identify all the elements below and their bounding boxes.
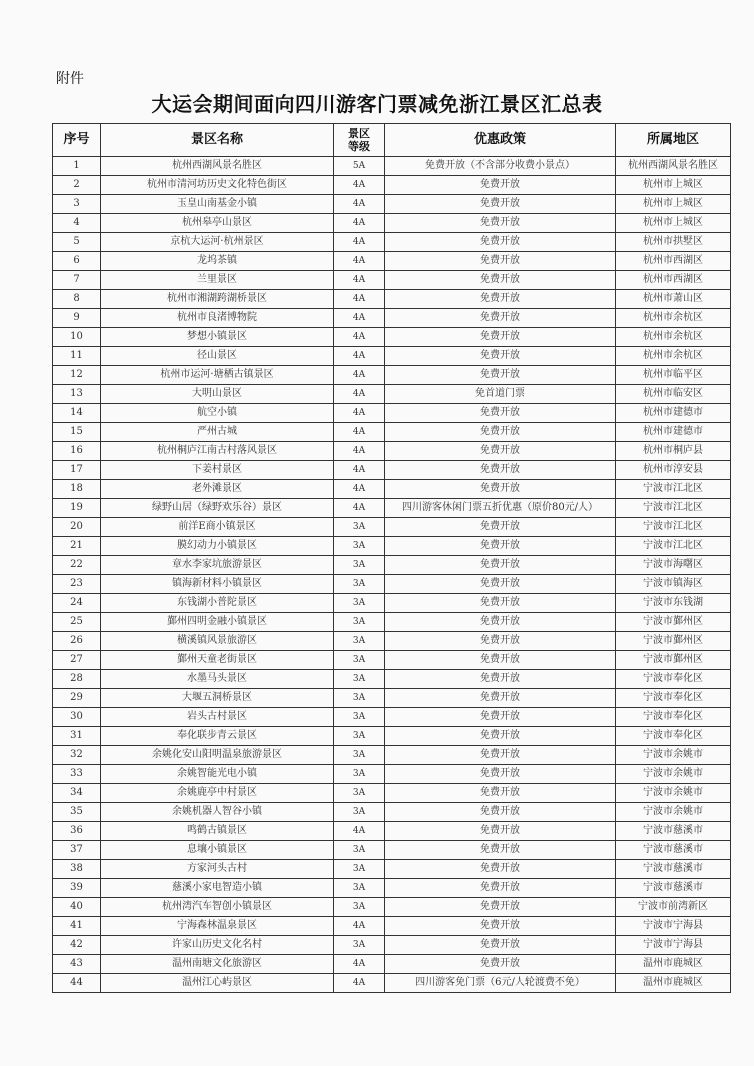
cell-level: 4A [334, 423, 385, 442]
cell-index: 8 [53, 290, 101, 309]
cell-index: 15 [53, 423, 101, 442]
table-row [53, 632, 731, 651]
cell-scenic-name: 慈溪小家电智造小镇 [101, 879, 334, 898]
header-level-line2: 等级 [348, 140, 370, 153]
cell-scenic-name: 径山景区 [101, 347, 334, 366]
table-row [53, 176, 731, 195]
cell-index: 30 [53, 708, 101, 727]
cell-level: 3A [334, 632, 385, 651]
table-row [53, 385, 731, 404]
cell-index: 28 [53, 670, 101, 689]
table-row [53, 651, 731, 670]
cell-policy: 免费开放 [385, 746, 616, 765]
cell-scenic-name: 奉化联步青云景区 [101, 727, 334, 746]
cell-region: 宁波市余姚市 [616, 765, 731, 784]
cell-policy: 免费开放 [385, 176, 616, 195]
cell-policy: 免费开放（不含部分收费小景点） [385, 157, 616, 176]
cell-level: 4A [334, 252, 385, 271]
table-row [53, 328, 731, 347]
cell-scenic-name: 余姚机器人智谷小镇 [101, 803, 334, 822]
cell-level: 3A [334, 898, 385, 917]
cell-policy: 免费开放 [385, 784, 616, 803]
table-row [53, 214, 731, 233]
cell-scenic-name: 鄞州四明金融小镇景区 [101, 613, 334, 632]
cell-index: 2 [53, 176, 101, 195]
cell-region: 杭州市临平区 [616, 366, 731, 385]
cell-level: 4A [334, 195, 385, 214]
header-policy: 优惠政策 [385, 124, 616, 157]
cell-index: 38 [53, 860, 101, 879]
cell-level: 3A [334, 670, 385, 689]
cell-scenic-name: 鄞州天童老街景区 [101, 651, 334, 670]
cell-index: 4 [53, 214, 101, 233]
cell-scenic-name: 镇海新材料小镇景区 [101, 575, 334, 594]
cell-index: 9 [53, 309, 101, 328]
cell-index: 42 [53, 936, 101, 955]
cell-scenic-name: 杭州市运河·塘栖古镇景区 [101, 366, 334, 385]
cell-level: 4A [334, 328, 385, 347]
cell-scenic-name: 梦想小镇景区 [101, 328, 334, 347]
cell-region: 宁波市慈溪市 [616, 879, 731, 898]
cell-level: 3A [334, 765, 385, 784]
cell-index: 43 [53, 955, 101, 974]
cell-level: 3A [334, 689, 385, 708]
cell-index: 35 [53, 803, 101, 822]
cell-region: 杭州市建德市 [616, 404, 731, 423]
table-row [53, 860, 731, 879]
cell-scenic-name: 水墨马头景区 [101, 670, 334, 689]
cell-index: 44 [53, 974, 101, 993]
cell-region: 宁波市慈溪市 [616, 822, 731, 841]
cell-region: 杭州市桐庐县 [616, 442, 731, 461]
table-row [53, 898, 731, 917]
cell-policy: 免费开放 [385, 632, 616, 651]
cell-region: 宁波市江北区 [616, 499, 731, 518]
table-row [53, 499, 731, 518]
cell-scenic-name: 杭州西湖风景名胜区 [101, 157, 334, 176]
cell-scenic-name: 余姚智能光电小镇 [101, 765, 334, 784]
table-row [53, 670, 731, 689]
cell-scenic-name: 航空小镇 [101, 404, 334, 423]
cell-region: 杭州市余杭区 [616, 309, 731, 328]
cell-level: 3A [334, 651, 385, 670]
cell-policy: 免费开放 [385, 651, 616, 670]
cell-index: 40 [53, 898, 101, 917]
cell-policy: 免费开放 [385, 575, 616, 594]
cell-region: 杭州市上城区 [616, 195, 731, 214]
cell-region: 宁波市余姚市 [616, 803, 731, 822]
cell-index: 17 [53, 461, 101, 480]
document-title: 大运会期间面向四川游客门票减免浙江景区汇总表 [151, 92, 603, 116]
table-row [53, 879, 731, 898]
cell-region: 杭州市西湖区 [616, 252, 731, 271]
cell-index: 26 [53, 632, 101, 651]
cell-index: 1 [53, 157, 101, 176]
cell-policy: 免费开放 [385, 423, 616, 442]
cell-index: 11 [53, 347, 101, 366]
cell-level: 4A [334, 214, 385, 233]
cell-index: 31 [53, 727, 101, 746]
table-row [53, 841, 731, 860]
cell-index: 22 [53, 556, 101, 575]
cell-scenic-name: 宁海森林温泉景区 [101, 917, 334, 936]
scenic-area-summary-table [52, 123, 731, 993]
cell-scenic-name: 横溪镇风景旅游区 [101, 632, 334, 651]
cell-policy: 免费开放 [385, 841, 616, 860]
cell-scenic-name: 东钱湖小普陀景区 [101, 594, 334, 613]
cell-level: 4A [334, 290, 385, 309]
cell-policy: 免费开放 [385, 233, 616, 252]
cell-policy: 免费开放 [385, 822, 616, 841]
table-row [53, 309, 731, 328]
cell-region: 杭州市淳安县 [616, 461, 731, 480]
table-row [53, 575, 731, 594]
cell-region: 宁波市鄞州区 [616, 651, 731, 670]
cell-level: 3A [334, 746, 385, 765]
cell-index: 18 [53, 480, 101, 499]
table-row [53, 803, 731, 822]
cell-index: 27 [53, 651, 101, 670]
cell-region: 宁波市余姚市 [616, 784, 731, 803]
cell-region: 温州市鹿城区 [616, 974, 731, 993]
cell-scenic-name: 绿野山居（绿野欢乐谷）景区 [101, 499, 334, 518]
cell-level: 4A [334, 309, 385, 328]
cell-policy: 免费开放 [385, 537, 616, 556]
table-row [53, 252, 731, 271]
cell-level: 3A [334, 708, 385, 727]
table-row [53, 708, 731, 727]
cell-scenic-name: 膜幻动力小镇景区 [101, 537, 334, 556]
cell-region: 杭州市建德市 [616, 423, 731, 442]
cell-policy: 免费开放 [385, 708, 616, 727]
cell-policy: 免费开放 [385, 328, 616, 347]
cell-scenic-name: 玉皇山南基金小镇 [101, 195, 334, 214]
cell-scenic-name: 章水李家坑旅游景区 [101, 556, 334, 575]
cell-scenic-name: 下姜村景区 [101, 461, 334, 480]
cell-policy: 免费开放 [385, 480, 616, 499]
cell-level: 4A [334, 499, 385, 518]
cell-region: 宁波市江北区 [616, 480, 731, 499]
table-header [53, 124, 731, 157]
cell-scenic-name: 温州江心屿景区 [101, 974, 334, 993]
cell-scenic-name: 老外滩景区 [101, 480, 334, 499]
cell-policy: 免费开放 [385, 936, 616, 955]
table-row [53, 461, 731, 480]
cell-level: 5A [334, 157, 385, 176]
table-row [53, 556, 731, 575]
cell-level: 4A [334, 404, 385, 423]
cell-level: 3A [334, 879, 385, 898]
cell-region: 杭州市拱墅区 [616, 233, 731, 252]
table-row [53, 537, 731, 556]
cell-index: 16 [53, 442, 101, 461]
table-row [53, 974, 731, 993]
cell-level: 4A [334, 822, 385, 841]
cell-region: 宁波市江北区 [616, 537, 731, 556]
cell-policy: 免费开放 [385, 518, 616, 537]
cell-policy: 免费开放 [385, 803, 616, 822]
cell-level: 4A [334, 442, 385, 461]
table-row [53, 480, 731, 499]
attachment-label: 附件 [56, 71, 84, 87]
cell-scenic-name: 许家山历史文化名村 [101, 936, 334, 955]
table-row [53, 518, 731, 537]
cell-region: 宁波市余姚市 [616, 746, 731, 765]
cell-index: 37 [53, 841, 101, 860]
cell-level: 3A [334, 841, 385, 860]
cell-index: 36 [53, 822, 101, 841]
cell-region: 杭州市上城区 [616, 214, 731, 233]
cell-region: 宁波市鄞州区 [616, 632, 731, 651]
cell-policy: 免费开放 [385, 366, 616, 385]
cell-scenic-name: 息壤小镇景区 [101, 841, 334, 860]
cell-index: 12 [53, 366, 101, 385]
cell-policy: 免费开放 [385, 309, 616, 328]
table-row [53, 594, 731, 613]
cell-policy: 免首道门票 [385, 385, 616, 404]
table-row [53, 613, 731, 632]
cell-policy: 四川游客休闲门票五折优惠（原价80元/人） [385, 499, 616, 518]
cell-policy: 免费开放 [385, 461, 616, 480]
cell-region: 宁波市宁海县 [616, 936, 731, 955]
cell-policy: 免费开放 [385, 442, 616, 461]
cell-region: 杭州市余杭区 [616, 347, 731, 366]
cell-policy: 免费开放 [385, 404, 616, 423]
cell-scenic-name: 兰里景区 [101, 271, 334, 290]
cell-region: 宁波市奉化区 [616, 727, 731, 746]
cell-scenic-name: 杭州市清河坊历史文化特色街区 [101, 176, 334, 195]
header-index: 序号 [53, 124, 101, 157]
cell-scenic-name: 杭州桐庐江南古村落风景区 [101, 442, 334, 461]
cell-policy: 免费开放 [385, 898, 616, 917]
cell-policy: 免费开放 [385, 670, 616, 689]
cell-level: 4A [334, 176, 385, 195]
cell-policy: 四川游客免门票（6元/人轮渡费不免） [385, 974, 616, 993]
cell-region: 杭州市余杭区 [616, 328, 731, 347]
cell-region: 宁波市镇海区 [616, 575, 731, 594]
cell-region: 杭州市西湖区 [616, 271, 731, 290]
cell-policy: 免费开放 [385, 290, 616, 309]
cell-level: 4A [334, 974, 385, 993]
cell-region: 杭州市萧山区 [616, 290, 731, 309]
cell-level: 4A [334, 347, 385, 366]
cell-region: 杭州市临安区 [616, 385, 731, 404]
cell-policy: 免费开放 [385, 556, 616, 575]
table-row [53, 936, 731, 955]
cell-index: 25 [53, 613, 101, 632]
cell-level: 3A [334, 537, 385, 556]
cell-policy: 免费开放 [385, 917, 616, 936]
cell-policy: 免费开放 [385, 214, 616, 233]
cell-index: 19 [53, 499, 101, 518]
table-row [53, 157, 731, 176]
cell-policy: 免费开放 [385, 195, 616, 214]
cell-region: 杭州西湖风景名胜区 [616, 157, 731, 176]
cell-index: 20 [53, 518, 101, 537]
cell-level: 3A [334, 860, 385, 879]
cell-region: 宁波市海曙区 [616, 556, 731, 575]
cell-region: 杭州市上城区 [616, 176, 731, 195]
table-row [53, 366, 731, 385]
cell-region: 宁波市奉化区 [616, 689, 731, 708]
cell-index: 41 [53, 917, 101, 936]
cell-scenic-name: 大明山景区 [101, 385, 334, 404]
cell-scenic-name: 严州古城 [101, 423, 334, 442]
table-row [53, 689, 731, 708]
cell-scenic-name: 杭州市良渚博物院 [101, 309, 334, 328]
header-name: 景区名称 [101, 124, 334, 157]
table-row [53, 195, 731, 214]
cell-policy: 免费开放 [385, 347, 616, 366]
cell-policy: 免费开放 [385, 689, 616, 708]
cell-level: 4A [334, 917, 385, 936]
cell-region: 宁波市奉化区 [616, 708, 731, 727]
cell-index: 7 [53, 271, 101, 290]
cell-policy: 免费开放 [385, 765, 616, 784]
header-level-line1: 景区 [348, 127, 370, 140]
cell-level: 4A [334, 385, 385, 404]
table-row [53, 442, 731, 461]
cell-level: 3A [334, 556, 385, 575]
cell-index: 34 [53, 784, 101, 803]
cell-level: 4A [334, 480, 385, 499]
table-row [53, 955, 731, 974]
cell-scenic-name: 龙坞茶镇 [101, 252, 334, 271]
cell-level: 3A [334, 518, 385, 537]
table-row [53, 423, 731, 442]
header-level [334, 124, 385, 157]
cell-index: 24 [53, 594, 101, 613]
cell-index: 13 [53, 385, 101, 404]
cell-index: 29 [53, 689, 101, 708]
table-row [53, 784, 731, 803]
cell-policy: 免费开放 [385, 879, 616, 898]
cell-region: 温州市鹿城区 [616, 955, 731, 974]
table-row [53, 233, 731, 252]
cell-index: 21 [53, 537, 101, 556]
cell-region: 宁波市前湾新区 [616, 898, 731, 917]
cell-level: 3A [334, 613, 385, 632]
cell-region: 宁波市江北区 [616, 518, 731, 537]
cell-index: 6 [53, 252, 101, 271]
cell-level: 3A [334, 594, 385, 613]
cell-policy: 免费开放 [385, 594, 616, 613]
cell-scenic-name: 方家河头古村 [101, 860, 334, 879]
cell-scenic-name: 杭州皋亭山景区 [101, 214, 334, 233]
table-body [53, 157, 731, 993]
cell-region: 宁波市宁海县 [616, 917, 731, 936]
cell-index: 3 [53, 195, 101, 214]
cell-index: 10 [53, 328, 101, 347]
cell-policy: 免费开放 [385, 727, 616, 746]
cell-scenic-name: 余姚鹿亭中村景区 [101, 784, 334, 803]
cell-level: 4A [334, 955, 385, 974]
cell-scenic-name: 杭州湾汽车智创小镇景区 [101, 898, 334, 917]
cell-level: 3A [334, 727, 385, 746]
cell-index: 14 [53, 404, 101, 423]
table-row [53, 822, 731, 841]
table-row [53, 290, 731, 309]
table-row [53, 347, 731, 366]
cell-level: 3A [334, 784, 385, 803]
cell-policy: 免费开放 [385, 613, 616, 632]
cell-scenic-name: 岩头古村景区 [101, 708, 334, 727]
cell-region: 宁波市奉化区 [616, 670, 731, 689]
cell-region: 宁波市慈溪市 [616, 860, 731, 879]
cell-policy: 免费开放 [385, 252, 616, 271]
cell-index: 33 [53, 765, 101, 784]
cell-level: 4A [334, 461, 385, 480]
table-row [53, 727, 731, 746]
table-row [53, 404, 731, 423]
cell-policy: 免费开放 [385, 955, 616, 974]
table-row [53, 765, 731, 784]
cell-index: 5 [53, 233, 101, 252]
cell-scenic-name: 大堰五洞桥景区 [101, 689, 334, 708]
cell-scenic-name: 京杭大运河·杭州景区 [101, 233, 334, 252]
cell-region: 宁波市鄞州区 [616, 613, 731, 632]
cell-index: 39 [53, 879, 101, 898]
cell-policy: 免费开放 [385, 860, 616, 879]
cell-scenic-name: 余姚化安山阳明温泉旅游景区 [101, 746, 334, 765]
cell-index: 32 [53, 746, 101, 765]
table-row [53, 271, 731, 290]
cell-level: 3A [334, 803, 385, 822]
cell-index: 23 [53, 575, 101, 594]
header-region: 所属地区 [616, 124, 731, 157]
table-row [53, 746, 731, 765]
cell-scenic-name: 前洋E商小镇景区 [101, 518, 334, 537]
cell-level: 4A [334, 271, 385, 290]
table-row [53, 917, 731, 936]
cell-scenic-name: 杭州市湘湖跨湖桥景区 [101, 290, 334, 309]
cell-scenic-name: 鸣鹤古镇景区 [101, 822, 334, 841]
cell-level: 4A [334, 233, 385, 252]
cell-level: 3A [334, 575, 385, 594]
cell-region: 宁波市东钱湖 [616, 594, 731, 613]
cell-policy: 免费开放 [385, 271, 616, 290]
cell-scenic-name: 温州南塘文化旅游区 [101, 955, 334, 974]
cell-region: 宁波市慈溪市 [616, 841, 731, 860]
header-row [53, 124, 731, 157]
cell-level: 3A [334, 936, 385, 955]
cell-level: 4A [334, 366, 385, 385]
